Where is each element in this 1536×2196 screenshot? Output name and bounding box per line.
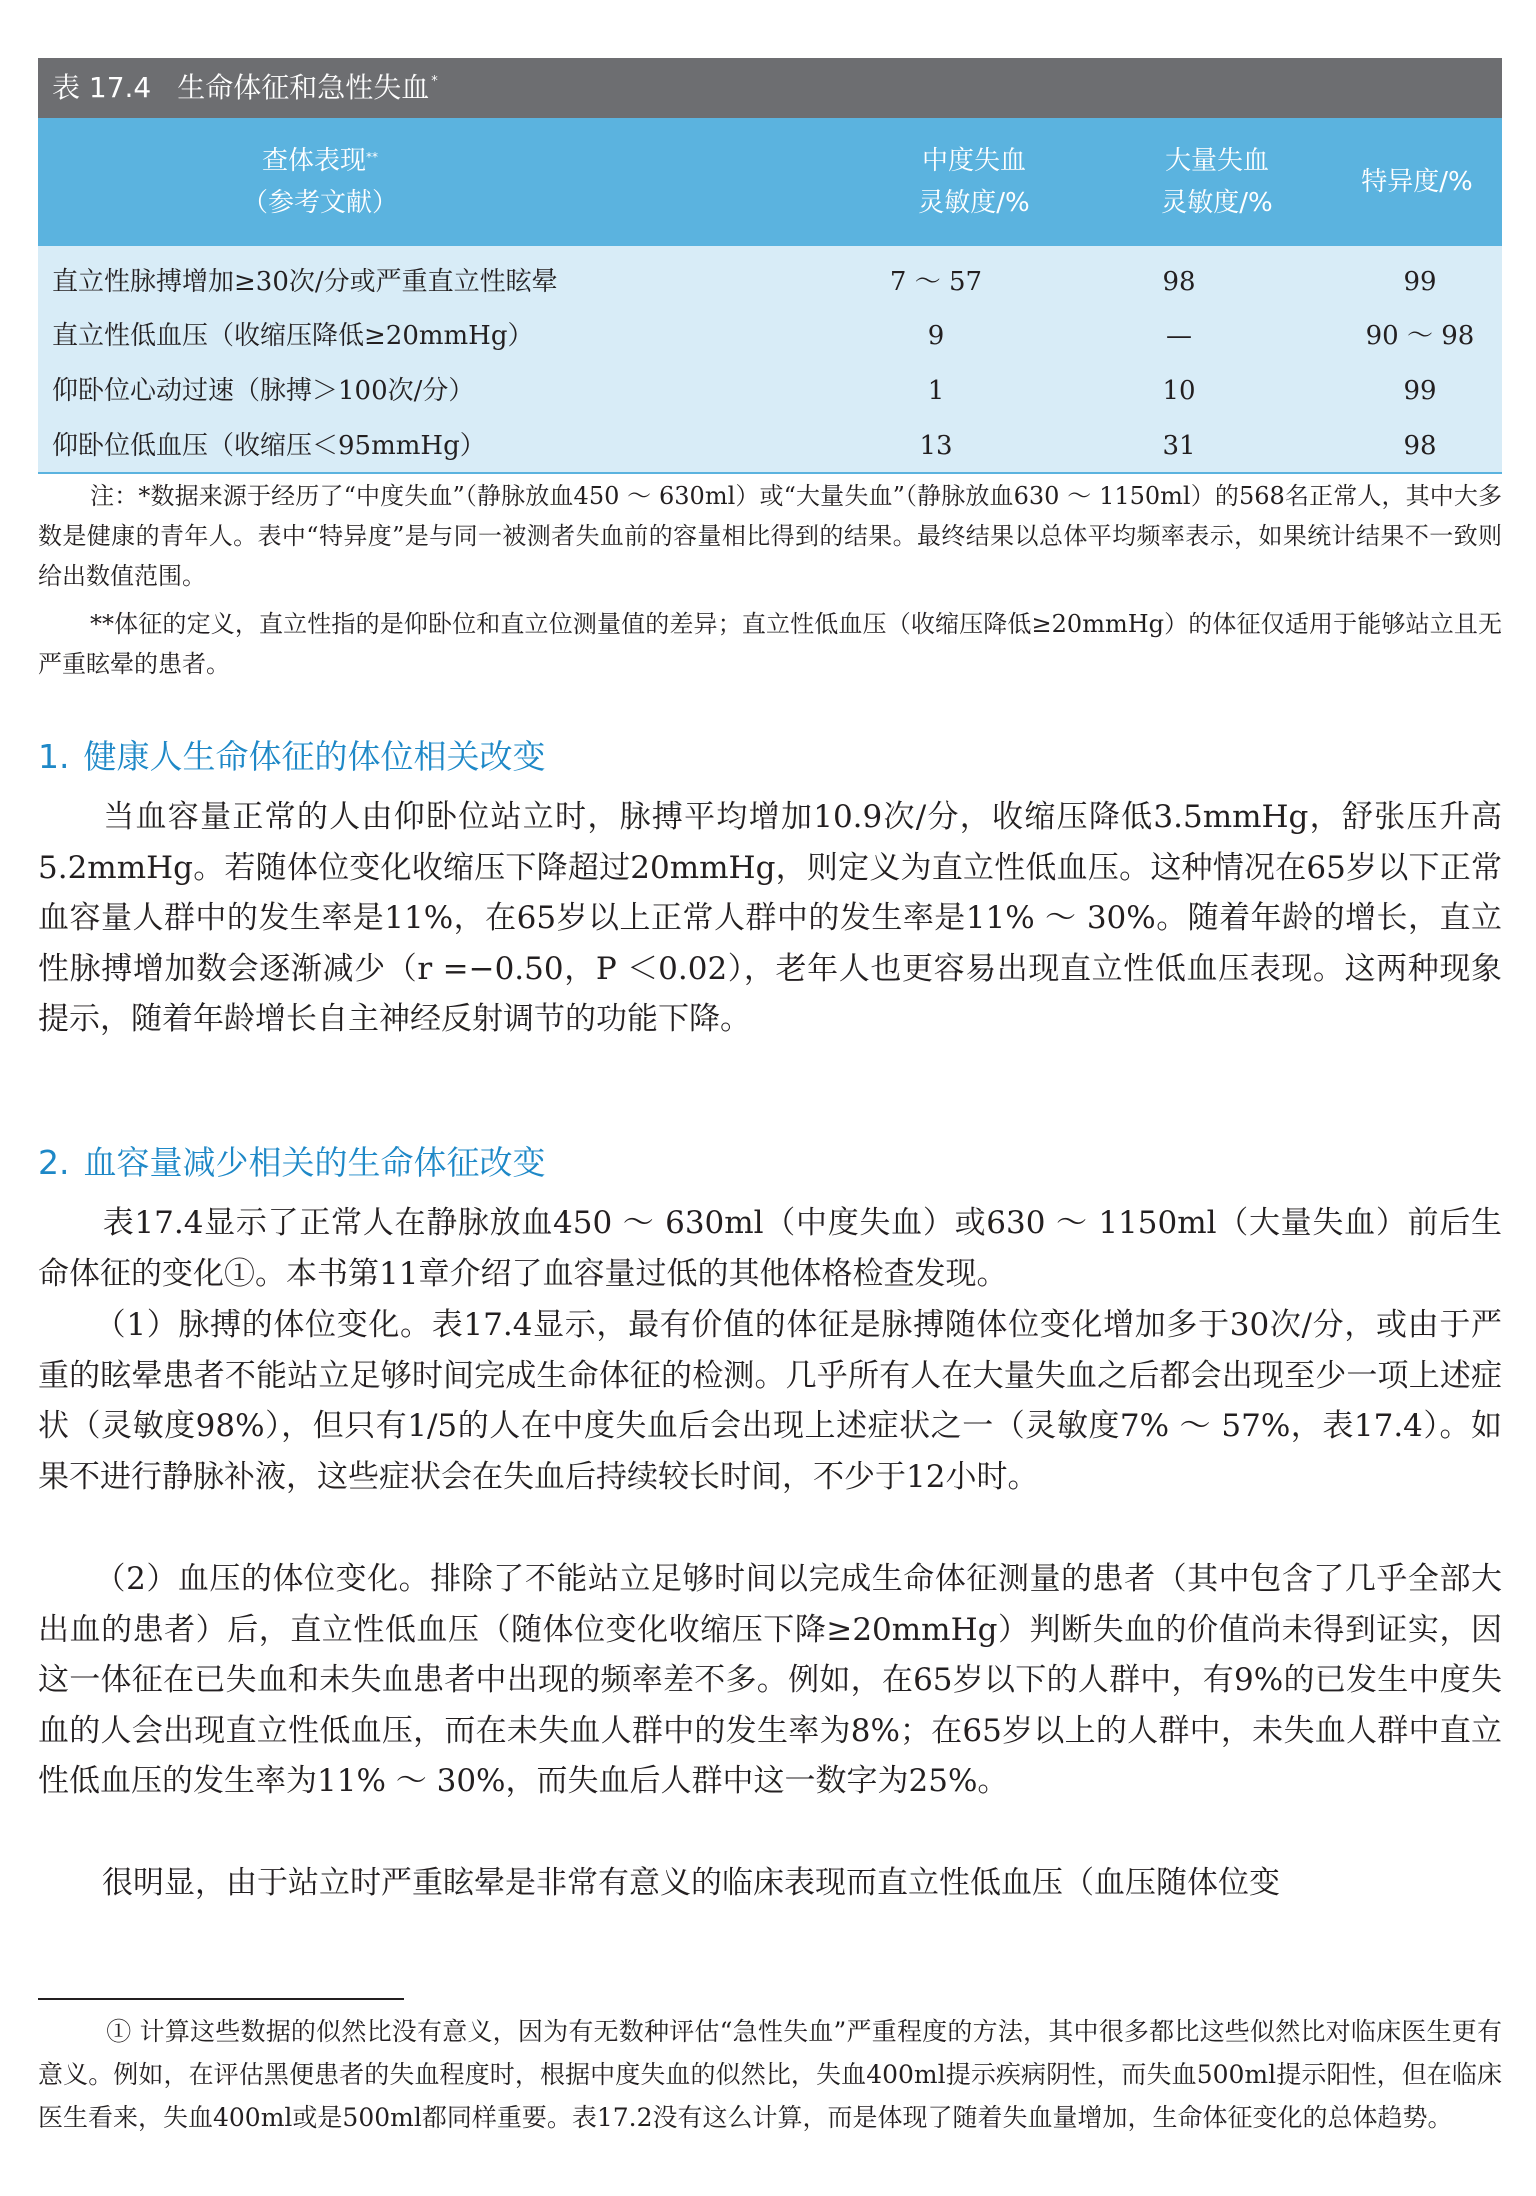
header-col-specificity: 特异度/%	[1361, 167, 1473, 197]
table-note-1: 注：*数据来源于经历了“中度失血”（静脉放血450 ～ 630ml）或“大量失血”（静脉放血630 ～ 1150ml）的568名正常人，其中大多数是健康的青年人。表中“特异度”是与同一被测者失血前的容量相比得到的结果。最终结果以总体平均频率表示，如果统计结果不一致则给出数值范围。	[38, 482, 1502, 590]
table-row	[38, 363, 1502, 419]
cell-moderate: 9	[927, 321, 945, 351]
header-sign-label: 查体表现	[261, 146, 366, 176]
table-row	[38, 254, 1502, 310]
table-title: 生命体征和急性失血	[177, 71, 430, 104]
cell-massive: 98	[1162, 267, 1196, 297]
table-title-mark: *	[431, 74, 438, 89]
header-col-moderate: 中度失血 灵敏度/%	[918, 146, 1030, 218]
table-row	[38, 418, 1502, 474]
header-sign-ref: （参考文献）	[241, 188, 398, 218]
table-header	[38, 118, 1502, 246]
cell-sign: 仰卧位心动过速（脉搏＞100次/分）	[52, 376, 475, 406]
cell-specificity: 99	[1403, 376, 1437, 406]
cell-moderate: 1	[927, 376, 945, 406]
section-1-heading: 1. 健康人生命体征的体位相关改变	[38, 737, 546, 776]
section-2-paragraph-1: 表17.4显示了正常人在静脉放血450 ～ 630ml（中度失血）或630 ～ 1150ml（大量失血）前后生命体征的变化①。本书第11章介绍了血容量过低的其他体格检查发现。	[38, 1205, 1502, 1292]
cell-specificity: 99	[1403, 267, 1437, 297]
cell-moderate: 13	[919, 431, 953, 461]
header-col-sign	[38, 118, 602, 246]
cell-specificity: 90 ～ 98	[1365, 321, 1475, 351]
cell-massive: —	[1166, 321, 1192, 351]
footnote-rule	[38, 1998, 404, 2000]
footnote: ① 计算这些数据的似然比没有意义，因为有无数种评估“急性失血”严重程度的方法，其中很多都比这些似然比对临床医生更有意义。例如，在评估黑便患者的失血程度时，根据中度失血的似然比，失血400ml提示疾病阴性，而失血500ml提示阳性，但在临床医生看来，失血400ml或是500ml都同样重要。表17.2没有这么计算，而是体现了随着失血量增加，生命体征变化的总体趋势。	[38, 2017, 1502, 2132]
cell-sign: 仰卧位低血压（收缩压＜95mmHg）	[52, 431, 486, 461]
section-1-paragraph: 当血容量正常的人由仰卧位站立时，脉搏平均增加10.9次/分，收缩压降低3.5mmHg，舒张压升高5.2mmHg。若随体位变化收缩压下降超过20mmHg，则定义为直立性低血压。这种情况在65岁以下正常血容量人群中的发生率是11%，在65岁以上正常人群中的发生率是11% ～ 30%。随着年龄的增长，直立性脉搏增加数会逐渐减少（r =−0.50，P ＜0.02），老年人也更容易出现直立性低血压表现。这两种现象提示，随着年龄增长自主神经反射调节的功能下降。	[38, 799, 1502, 1037]
table-title-bar	[38, 58, 1502, 118]
cell-specificity: 98	[1403, 431, 1437, 461]
table-number: 表 17.4	[52, 71, 152, 104]
section-2-paragraph-2: （1）脉搏的体位变化。表17.4显示，最有价值的体征是脉搏随体位变化增加多于30次/分，或由于严重的眩晕患者不能站立足够时间完成生命体征的检测。几乎所有人在大量失血之后都会出现至少一项上述症状（灵敏度98%），但只有1/5的人在中度失血后会出现上述症状之一（灵敏度7% ～ 57%，表17.4）。如果不进行静脉补液，这些症状会在失血后持续较长时间，不少于12小时。	[38, 1307, 1502, 1495]
header-col-massive: 大量失血 灵敏度/%	[1161, 146, 1273, 218]
table-note-2: **体征的定义，直立性指的是仰卧位和直立位测量值的差异；直立性低血压（收缩压降低≥20mmHg）的体征仅适用于能够站立且无严重眩晕的患者。	[38, 610, 1502, 678]
cell-sign: 直立性脉搏增加≥30次/分或严重直立性眩晕	[52, 267, 558, 297]
header-sign-mark: **	[366, 150, 378, 164]
cell-massive: 31	[1162, 431, 1196, 461]
cell-sign: 直立性低血压（收缩压降低≥20mmHg）	[52, 321, 534, 351]
section-2-heading: 2. 血容量减少相关的生命体征改变	[38, 1143, 546, 1182]
table-body	[38, 246, 1502, 474]
table-row	[38, 308, 1502, 364]
section-2-paragraph-4: 很明显，由于站立时严重眩晕是非常有意义的临床表现而直立性低血压（血压随体位变	[102, 1865, 1280, 1901]
cell-massive: 10	[1162, 376, 1196, 406]
section-2-paragraph-3: （2）血压的体位变化。排除了不能站立足够时间以完成生命体征测量的患者（其中包含了几乎全部大出血的患者）后，直立性低血压（随体位变化收缩压下降≥20mmHg）判断失血的价值尚未得到证实，因这一体征在已失血和未失血患者中出现的频率差不多。例如，在65岁以下的人群中，有9%的已发生中度失血的人会出现直立性低血压，而在未失血人群中的发生率为8%；在65岁以上的人群中，未失血人群中直立性低血压的发生率为11% ～ 30%，而失血后人群中这一数字为25%。	[38, 1561, 1502, 1799]
cell-moderate: 7 ～ 57	[889, 267, 983, 297]
